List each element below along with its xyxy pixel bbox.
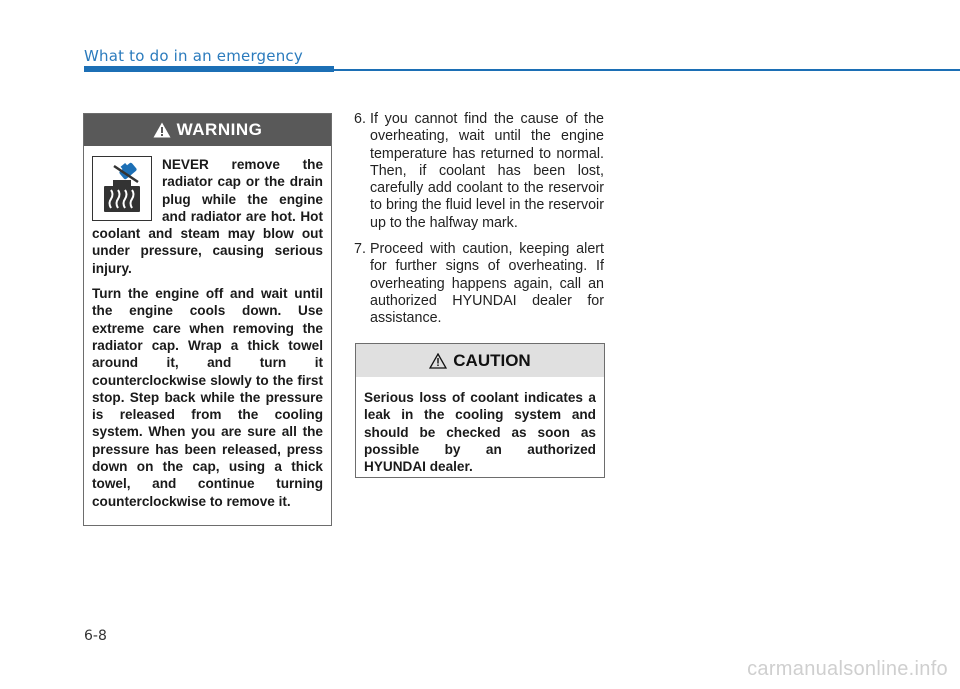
- step-list: [354, 111, 604, 337]
- caution-header: [356, 344, 604, 377]
- warning-paragraph-1: NEVER remove the radiator cap or the drain plug while the engine and radiator are hot. Hot coolant and steam may blow out under pressure, causing serious injury.: [92, 157, 323, 276]
- header-rule-thick: [84, 66, 334, 72]
- warning-paragraph-2: Turn the engine off and wait until the engine cools down. Use extreme care when removing the radiator cap. Wrap a thick towel around it, and turn it counterclockwise slowly to the first stop. Step back while the pressure is released from the cooling system. When you are sure all the pressure has been released, press down on the cap, using a thick towel, and continue turning counterclockwise to remove it.: [92, 286, 323, 509]
- step-text: Proceed with caution, keeping alert for further signs of overheating. If overheating happens again, call an authorized HYUNDAI dealer for assistance.: [370, 241, 604, 327]
- hot-radiator-icon: [92, 156, 152, 221]
- step-number: 6.: [354, 111, 366, 127]
- step-number: 7.: [354, 241, 366, 258]
- watermark: carmanualsonline.info: [747, 658, 948, 680]
- page-number: 6-8: [84, 628, 107, 644]
- warning-triangle-icon: [153, 122, 171, 138]
- caution-label: CAUTION: [453, 350, 531, 370]
- step-text: If you cannot find the cause of the overheating, wait until the engine temperature has returned to normal. Then, if coolant has been lost, carefully add coolant to the reservoir to bring the fluid level in the reservoir up to the halfway mark.: [370, 111, 604, 231]
- warning-box: [83, 113, 332, 526]
- list-item: [354, 111, 604, 232]
- caution-text: Serious loss of coolant indicates a leak in the cooling system and should be checked as soon as possible by an authorized HYUNDAI dealer.: [364, 390, 596, 475]
- warning-body: [84, 146, 331, 510]
- caution-box: [355, 343, 605, 478]
- section-title: What to do in an emergency: [84, 47, 303, 65]
- list-item: [354, 241, 604, 327]
- warning-label: WARNING: [176, 120, 263, 139]
- header-rule-thin: [334, 69, 960, 71]
- caution-triangle-icon: [429, 353, 447, 369]
- warning-header: [84, 114, 331, 146]
